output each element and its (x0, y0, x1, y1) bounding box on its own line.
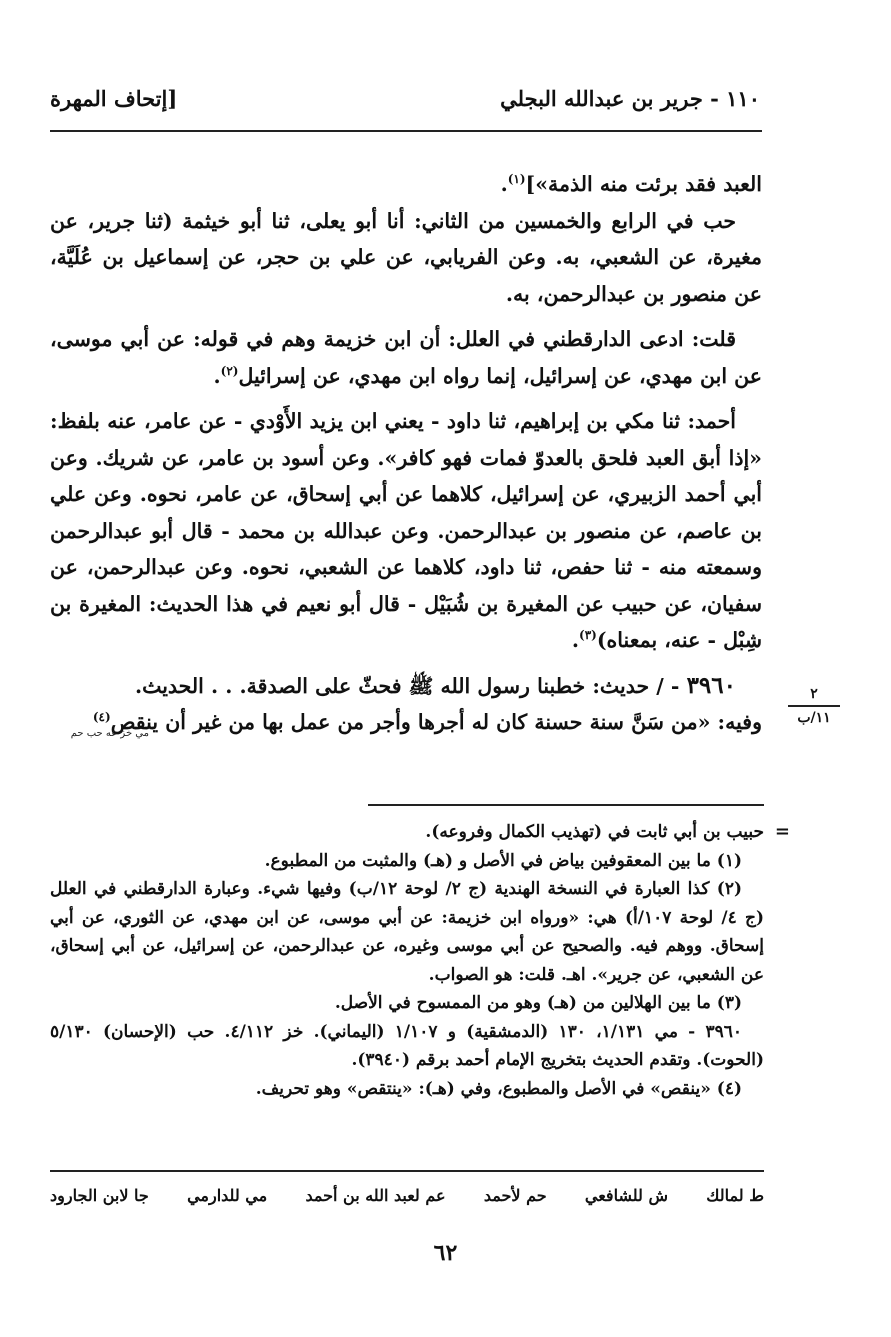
footnote-ref-4: (٤) (92, 710, 111, 725)
book-title: [إتحاف المهرة (50, 86, 178, 111)
abbreviation-item: مي للدارمي (187, 1186, 268, 1205)
footnotes (50, 818, 790, 1103)
paragraph-2: حب في الرابع والخمسين من الثاني: أنا أبو يعلى، ثنا أبو خيثمة (ثنا جرير، عن مغيرة، عن الشعبي، به. وعن الفريابي، عن علي بن حجر، عن إسماعيل بن عُلَيَّة، عن منصور بن عبدالرحمن، به. (50, 208, 762, 306)
abbreviation-item: حم لأحمد (483, 1186, 547, 1205)
abbreviation-item: عم لعبد الله بن أحمد (305, 1186, 446, 1205)
folio-divider (788, 705, 840, 707)
footnote-1: (١) ما بين المعقوفين بياض في الأصل و (هـ) والمثبت من المطبوع. (264, 850, 742, 871)
continuation-mark: = (774, 821, 790, 842)
running-header (50, 86, 760, 120)
page-number: ٦٢ (433, 1240, 458, 1266)
header-divider (50, 130, 762, 132)
paragraph-4: أحمد: ثنا مكي بن إبراهيم، ثنا داود - يعني ابن يزيد الأَوْدي - عن عامر، عنه بلفظ: «إذا أبق العبد فلحق بالعدوّ فمات فهو كافر». وعن أسود بن عامر، عن شريك. وعن أبي أحمد الزبيري، عن إسرائيل، كلاهما عن أبي إسحاق، عن عامر، نحوه. وعن علي بن عاصم، عن منصور بن عبدالرحمن. وعن عبدالله بن محمد - قال أبو عبدالرحمن وسمعته منه - ثنا حفص، ثنا داود، كلاهما عن الشعبي، نحوه. وعن عبدالرحمن، عن سفيان، عن حبيب عن المغيرة بن شُبَيْل - قال أبو نعيم في هذا الحديث: المغيرة بن شِبْل - عنه، بمعناه)$^{(٣)}$. (50, 409, 762, 652)
paragraph-1: العبد فقد برئت منه الذمة»]$^{(١)}$. (500, 172, 762, 196)
footnote-ref-2: (٢) (220, 363, 239, 378)
paragraph-3: قلت: ادعى الدارقطني في العلل: أن ابن خزيمة وهم في قوله: عن أبي موسى، عن ابن مهدي، عن إسرائيل، إنما رواه ابن مهدي، عن إسرائيل$^{(٢)}$. (50, 327, 762, 388)
footnote-ref-1: (١) (507, 172, 526, 187)
footnote-ref-3: (٣) (579, 628, 597, 643)
hadith-heading: ٣٩٦٠ - / حديث: خطبنا رسول الله ﷺ فحثّ على الصدقة. . . الحديث. (134, 671, 736, 699)
footnote-2: (٢) كذا العبارة في النسخة الهندية (ج ٢/ لوحة ١٢/ب) وفيها شيء. وعبارة الدارقطني في العلل (ج ٤/ لوحة ١٠٧/أ) هي: «ورواه ابن خزيمة: عن أبي موسى، عن ابن مهدي، عن الثوري، عن أبي إسحاق. ووهم فيه. والصحيح عن أبي موسى وغيره، عن عبدالرحمن، عن إسرائيل، عن أبي إسحاق، عن الشعبي، عن جرير». اهـ. قلت: هو الصواب. (50, 879, 765, 985)
abbreviation-item: جا لابن الجارود (50, 1186, 149, 1205)
manuscript-folio-note (788, 686, 840, 726)
hadith-number: ٣٩٦٠ (686, 671, 736, 699)
footnote-3: (٣) ما بين الهلالين من (هـ) وهو من الممسوح في الأصل. (334, 993, 742, 1013)
abbreviation-item: ط لمالك (706, 1186, 764, 1205)
abbreviation-item: ش للشافعي (584, 1186, 668, 1205)
footnote-hadith-sources: ٣٩٦٠ - مي ١/١٣١، ١٣٠ (الدمشقية) و ١/١٠٧ (اليماني). خز ٤/١١٢. حب (الإحسان) ٥/١٣٠ (الحوت). وتقدم الحديث بتخريج الإمام أحمد برقم (٣٩٤٠). (50, 1021, 764, 1070)
footnote-4: (٤) «ينقص» في الأصل والمطبوع، وفي (هـ): «ينتقص» وهو تحريف. (255, 1078, 742, 1099)
abbreviation-key (50, 1186, 764, 1205)
footnote-divider (368, 804, 764, 806)
folio-page: ١١/ب (797, 709, 831, 726)
chapter-title: ١١٠ - جرير بن عبدالله البجلي (500, 86, 760, 111)
folio-volume: ٢ (810, 686, 818, 702)
abbreviations-divider (50, 1170, 764, 1172)
footnote-continued: حبيب بن أبي ثابت في (تهذيب الكمال وفروعه). (425, 822, 764, 842)
main-text (50, 166, 762, 741)
interlinear-sources: مي خز عه حب حم (70, 728, 149, 739)
paragraph-6: وفيه: «من سَنَّ سنة حسنة كان له أجرها وأجر من عمل بها من غير أن ينقص$^{(٤)}$ (92, 710, 762, 734)
